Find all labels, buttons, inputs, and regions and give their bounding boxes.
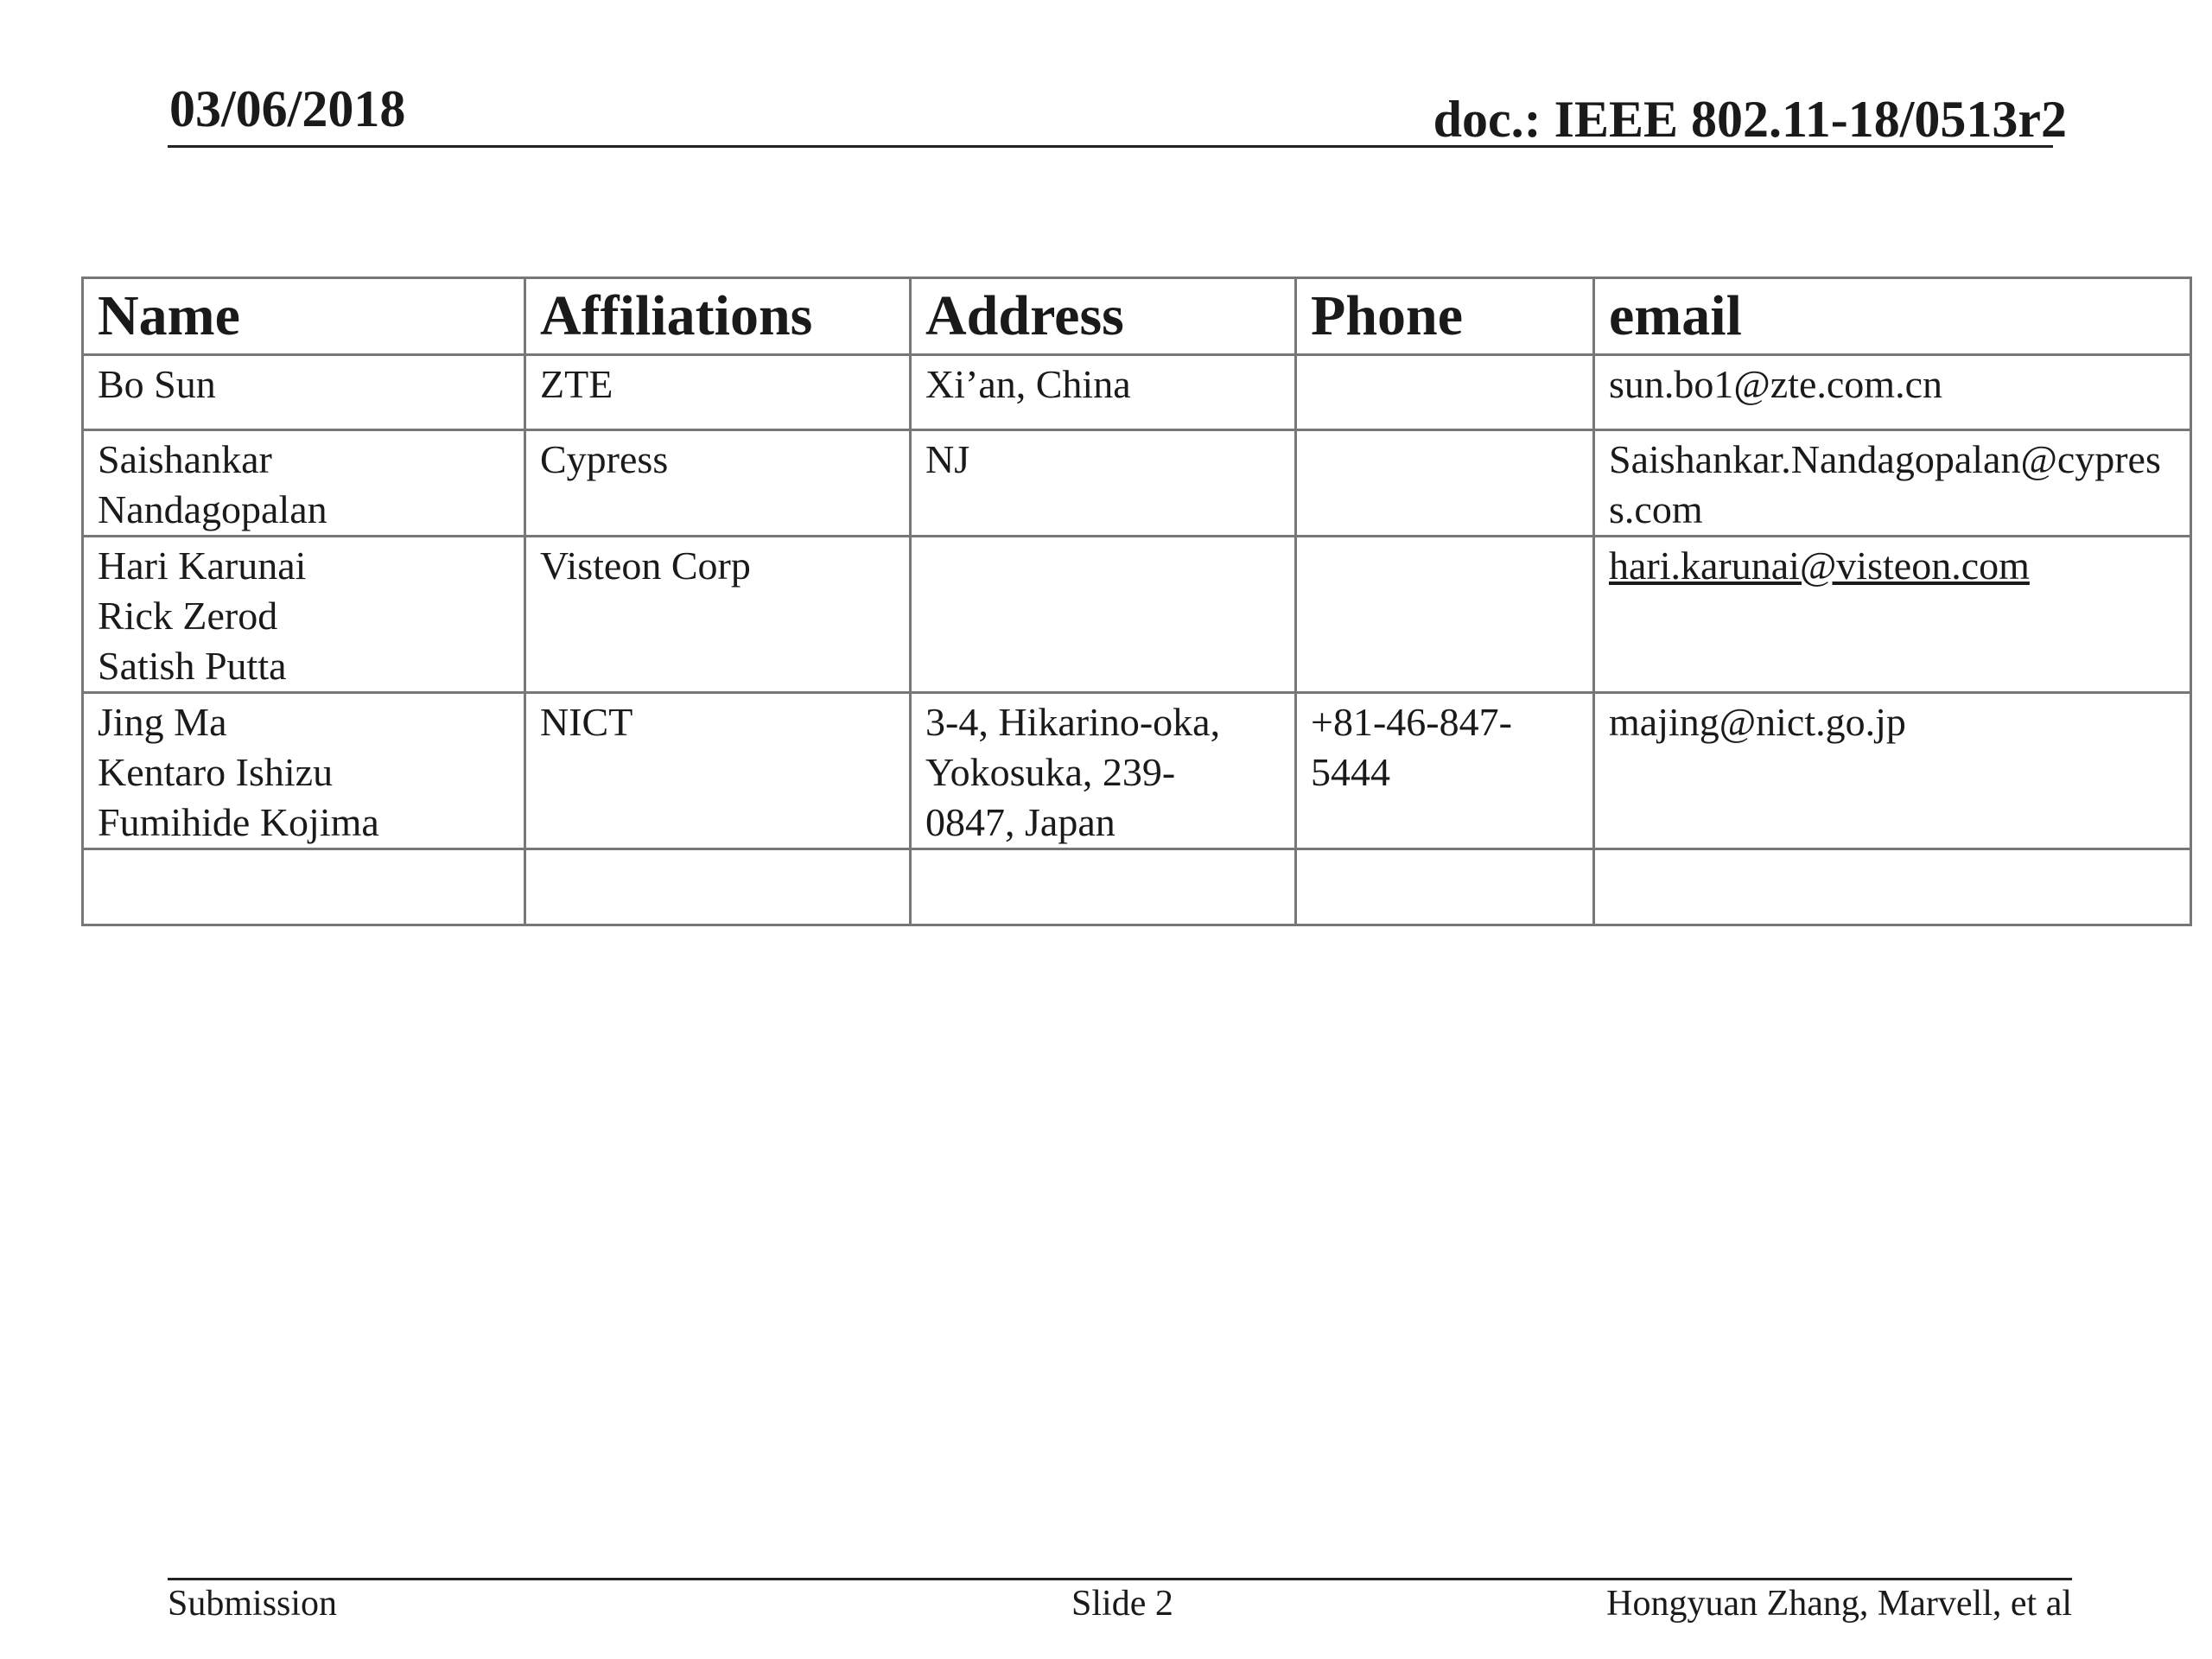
member-name: Jing Ma	[98, 700, 227, 744]
column-header-address: Address	[911, 278, 1296, 355]
member-name: Bo Sun	[98, 362, 216, 406]
address-cell	[911, 355, 1296, 430]
table-row	[83, 537, 2191, 693]
phone-cell	[1296, 849, 1594, 925]
name-cell	[83, 537, 525, 693]
address-line: 3-4, Hikarino-oka,	[925, 700, 1221, 744]
table-row	[83, 355, 2191, 430]
column-header-email: email	[1594, 278, 2191, 355]
email-text: majing@nict.go.jp	[1609, 700, 1906, 744]
address-cell	[911, 537, 1296, 693]
phone-cell	[1296, 355, 1594, 430]
member-name: Kentaro Ishizu	[98, 750, 334, 794]
footer-submission: Submission	[168, 1584, 338, 1624]
address-cell	[911, 430, 1296, 537]
address-line: NJ	[925, 437, 970, 481]
name-cell	[83, 430, 525, 537]
email-cell	[1594, 693, 2191, 849]
table-row	[83, 693, 2191, 849]
column-header-affiliations: Affiliations	[525, 278, 911, 355]
affiliation-cell: Cypress	[525, 430, 911, 537]
footer-divider	[168, 1578, 2072, 1580]
name-cell	[83, 693, 525, 849]
member-name: Saishankar	[98, 437, 272, 481]
member-name: Satish Putta	[98, 644, 287, 688]
table-row	[83, 430, 2191, 537]
table-row	[83, 849, 2191, 925]
footer-slide-number: Slide 2	[1071, 1584, 1173, 1624]
name-cell	[83, 355, 525, 430]
footer-authors: Hongyuan Zhang, Marvell, et al	[1606, 1584, 2072, 1624]
address-cell	[911, 693, 1296, 849]
header-divider	[168, 145, 2053, 148]
email-text: Saishankar.Nandagopalan@cypress.com	[1609, 437, 2161, 531]
email-cell	[1594, 355, 2191, 430]
affiliation-cell: NICT	[525, 693, 911, 849]
address-line: 0847, Japan	[925, 800, 1116, 844]
header-date: 03/06/2018	[169, 80, 406, 137]
email-cell	[1594, 537, 2191, 693]
address-line: Yokosuka, 239-	[925, 750, 1176, 794]
email-cell	[1594, 849, 2191, 925]
member-name: Rick Zerod	[98, 594, 278, 638]
phone-cell	[1296, 430, 1594, 537]
contact-table	[81, 276, 2192, 926]
email-link[interactable]: hari.karunai@visteon.com	[1609, 543, 2030, 588]
email-text: sun.bo1@zte.com.cn	[1609, 362, 1942, 406]
address-cell	[911, 849, 1296, 925]
phone-cell	[1296, 537, 1594, 693]
member-name: Nandagopalan	[98, 487, 327, 531]
table-header-row	[83, 278, 2191, 355]
affiliation-cell	[525, 849, 911, 925]
phone-line: 5444	[1311, 750, 1390, 794]
phone-cell	[1296, 693, 1594, 849]
header-doc-id: doc.: IEEE 802.11-18/0513r2	[1433, 91, 2067, 148]
column-header-phone: Phone	[1296, 278, 1594, 355]
affiliation-cell: ZTE	[525, 355, 911, 430]
name-cell	[83, 849, 525, 925]
phone-line: +81-46-847-	[1311, 700, 1512, 744]
member-name: Hari Karunai	[98, 543, 307, 588]
affiliation-cell: Visteon Corp	[525, 537, 911, 693]
column-header-name: Name	[83, 278, 525, 355]
email-cell	[1594, 430, 2191, 537]
member-name: Fumihide Kojima	[98, 800, 379, 844]
address-line: Xi’an, China	[925, 362, 1131, 406]
